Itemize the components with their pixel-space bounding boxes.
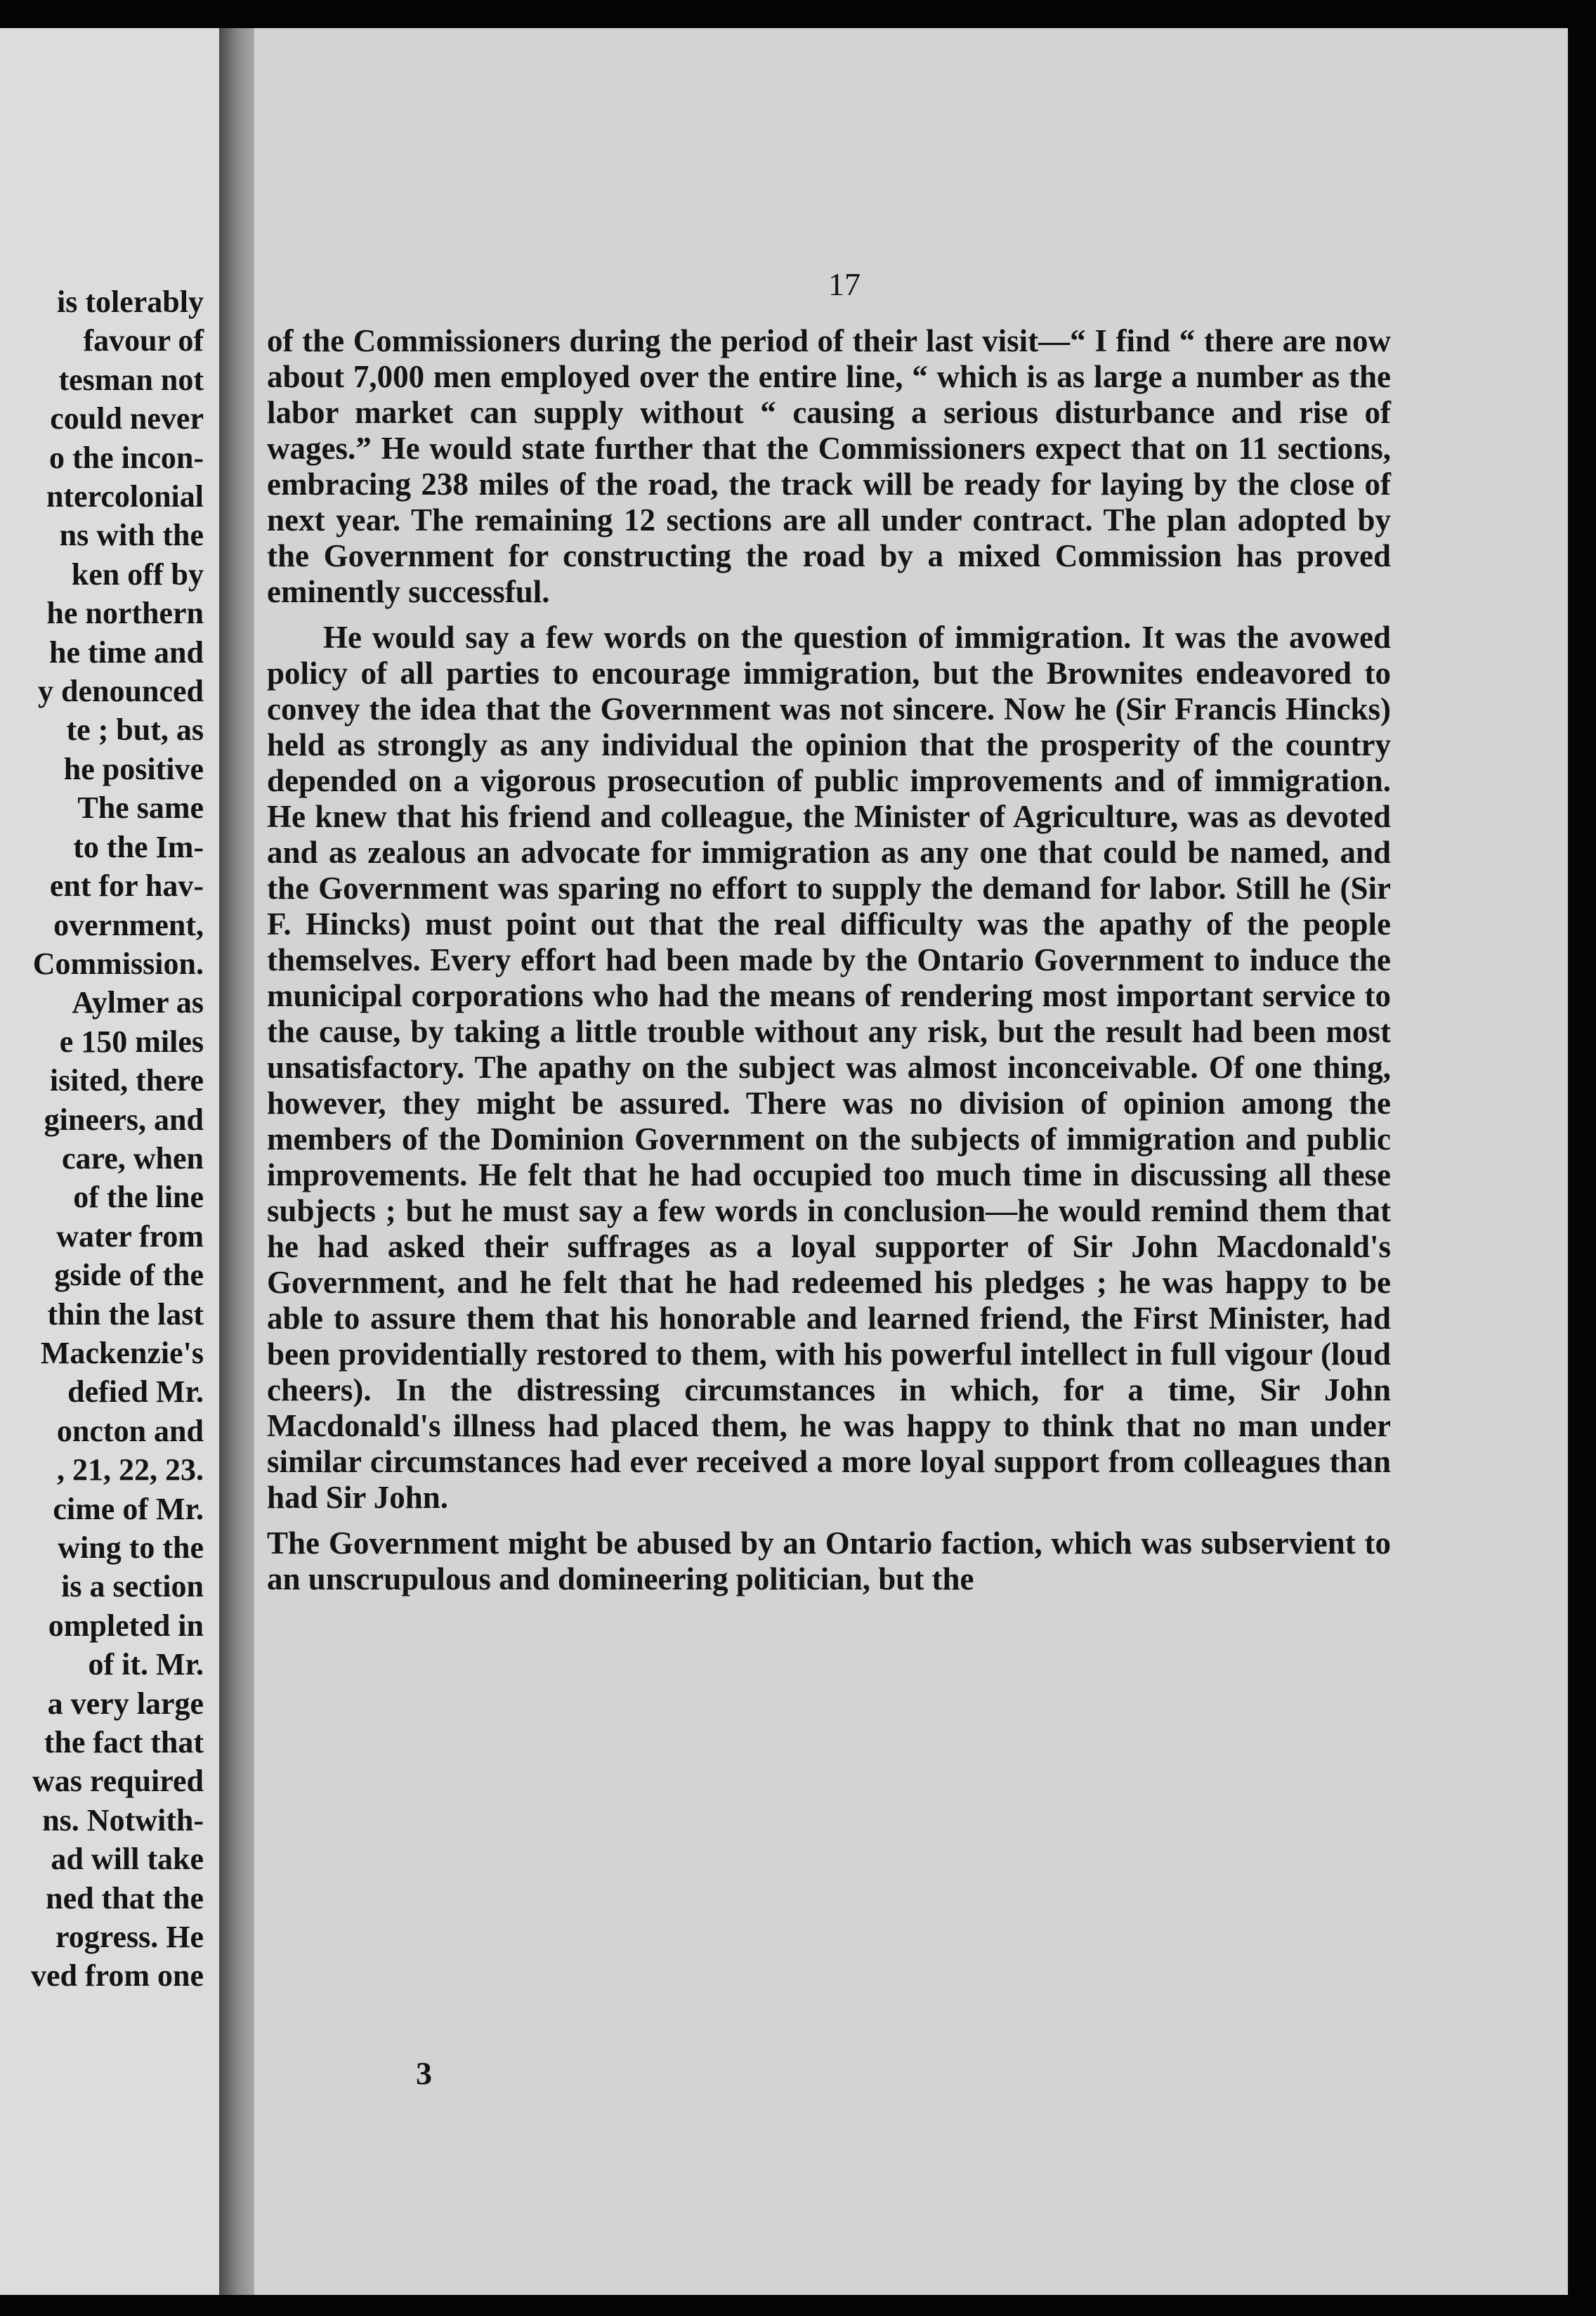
left-fragment-line: he time and bbox=[49, 635, 204, 670]
left-fragment-line: water from bbox=[56, 1218, 204, 1254]
left-fragment-line: defied Mr. bbox=[67, 1374, 204, 1410]
left-fragment-line: ns with the bbox=[59, 518, 204, 553]
scan-border-top bbox=[0, 0, 1596, 28]
left-fragment-line: is a section bbox=[61, 1569, 204, 1604]
left-fragment-line: care, when bbox=[61, 1140, 204, 1176]
left-fragment-line: ad will take bbox=[51, 1842, 204, 1877]
left-fragment-line: of it. Mr. bbox=[88, 1647, 204, 1682]
right-page bbox=[254, 28, 1568, 2295]
left-fragment-line: ns. Notwith- bbox=[42, 1802, 204, 1837]
left-fragment-line: isited, there bbox=[49, 1063, 204, 1098]
left-fragment-line: a very large bbox=[47, 1686, 204, 1721]
paragraph-3: The Government might be abused by an Ontario faction, which was subservient to an unscrupulous and domineering politician, but the bbox=[267, 1525, 1391, 1596]
left-fragment-line: oncton and bbox=[56, 1413, 204, 1448]
paragraph-2: He would say a few words on the question of immigration. It was the avowed policy of all parties to encourage immigration, but the Brownites endeavored to convey the idea that the Government was not sincere. Now he (Sir Francis Hincks) held as strongly as any individual the opinion that the prosperity of the country depended on a vigorous prosecution of public improvements and of immigration. He knew that his friend and colleague, the Minister of Agriculture, was as devoted and as zealous an advocate for immigration as any one that could be named, and the Government was sparing no effort to supply the demand for labor. Still he (Sir F. Hincks) must point out that the real difficulty was the apathy of the people themselves. Every effort had been made by the Ontario Government to induce the municipal corporations who had the means of rendering most important service to the cause, by taking a little trouble without any risk, but the result had been most unsatisfactory. The apathy on the subject was almost inconceivable. Of one thing, however, they might be assured. There was no division of opinion among the members of the Dominion Government on the subjects of immigration and public improvements. He felt that he had occupied too much time in discussing all these subjects ; but he must say a few words in conclusion—he would remind them that he had asked their suffrages as a loyal supporter of Sir John Macdonald's Government, and he felt that he had redeemed his pledges ; he was happy to be able to assure them that his honorable and learned friend, the First Minister, had been providentially restored to them, with his powerful intellect in full vigour (loud cheers). In the distressing circumstances in which, for a time, Sir John Macdonald's illness had placed them, he was happy to think that no man under similar circumstances had ever received a more loyal support from colleagues than had Sir John. bbox=[267, 620, 1391, 1515]
left-fragment-line: he northern bbox=[46, 596, 204, 631]
left-fragment-line: ompleted in bbox=[48, 1608, 204, 1643]
left-fragment-line: cime of Mr. bbox=[53, 1491, 204, 1526]
left-fragment-line: ntercolonial bbox=[46, 479, 204, 514]
left-fragment-line: could never bbox=[50, 401, 204, 436]
left-fragment-line: of the line bbox=[73, 1180, 204, 1215]
left-fragment-line: he positive bbox=[63, 751, 204, 786]
left-fragment-line: tesman not bbox=[58, 362, 204, 397]
signature-mark: 3 bbox=[416, 2055, 432, 2091]
left-fragment-line: Commission. bbox=[32, 946, 204, 981]
left-fragment-line: to the Im- bbox=[73, 829, 204, 864]
left-fragment-line: ent for hav- bbox=[49, 868, 204, 904]
left-fragment-line: gineers, and bbox=[44, 1102, 204, 1137]
left-fragment-line: favour of bbox=[83, 323, 204, 358]
left-fragment-line: ved from one bbox=[30, 1958, 204, 1993]
left-fragment-line: wing to the bbox=[58, 1530, 204, 1565]
left-fragment-line: rogress. He bbox=[55, 1920, 204, 1955]
left-fragment-line: the fact that bbox=[44, 1725, 204, 1760]
left-fragment-line: overnment, bbox=[53, 907, 204, 942]
left-fragment-line: e 150 miles bbox=[59, 1024, 204, 1059]
scan-border-bottom bbox=[0, 2295, 1596, 2316]
scan-border-right bbox=[1568, 0, 1596, 2316]
left-fragment-line: Mackenzie's bbox=[40, 1335, 204, 1370]
left-page bbox=[0, 28, 219, 2295]
left-fragment-line: Aylmer as bbox=[72, 985, 204, 1020]
left-fragment-line: o the incon- bbox=[49, 440, 204, 475]
left-fragment-line: y denounced bbox=[38, 674, 204, 709]
book-gutter bbox=[219, 28, 254, 2295]
left-fragment-line: gside of the bbox=[54, 1258, 204, 1293]
left-fragment-line: ned that the bbox=[46, 1880, 204, 1915]
page-body bbox=[267, 323, 1391, 1607]
paragraph-1: of the Commissioners during the period of their last visit—“ I find “ there are now about 7,000 men employed over the entire line, “ which is as large a number as the labor market can supply without “ causing a serious disturbance and rise of wages.” He would state further that the Commissioners expect that on 11 sections, embracing 238 miles of the road, the track will be ready for laying by the close of next year. The remaining 12 sections are all under contract. The plan adopted by the Government for constructing the road by a mixed Commission has proved eminently successful. bbox=[267, 323, 1391, 609]
page-number: 17 bbox=[828, 266, 861, 302]
left-fragment-line: ken off by bbox=[71, 557, 204, 592]
left-fragment-line: te ; but, as bbox=[66, 713, 204, 748]
left-fragment-line: The same bbox=[77, 791, 204, 826]
left-fragment-line: , 21, 22, 23. bbox=[57, 1452, 204, 1488]
left-page-text-fragments bbox=[31, 282, 204, 1996]
left-fragment-line: thin the last bbox=[47, 1296, 204, 1332]
left-fragment-line: was required bbox=[32, 1764, 204, 1799]
left-fragment-line: is tolerably bbox=[57, 285, 204, 319]
